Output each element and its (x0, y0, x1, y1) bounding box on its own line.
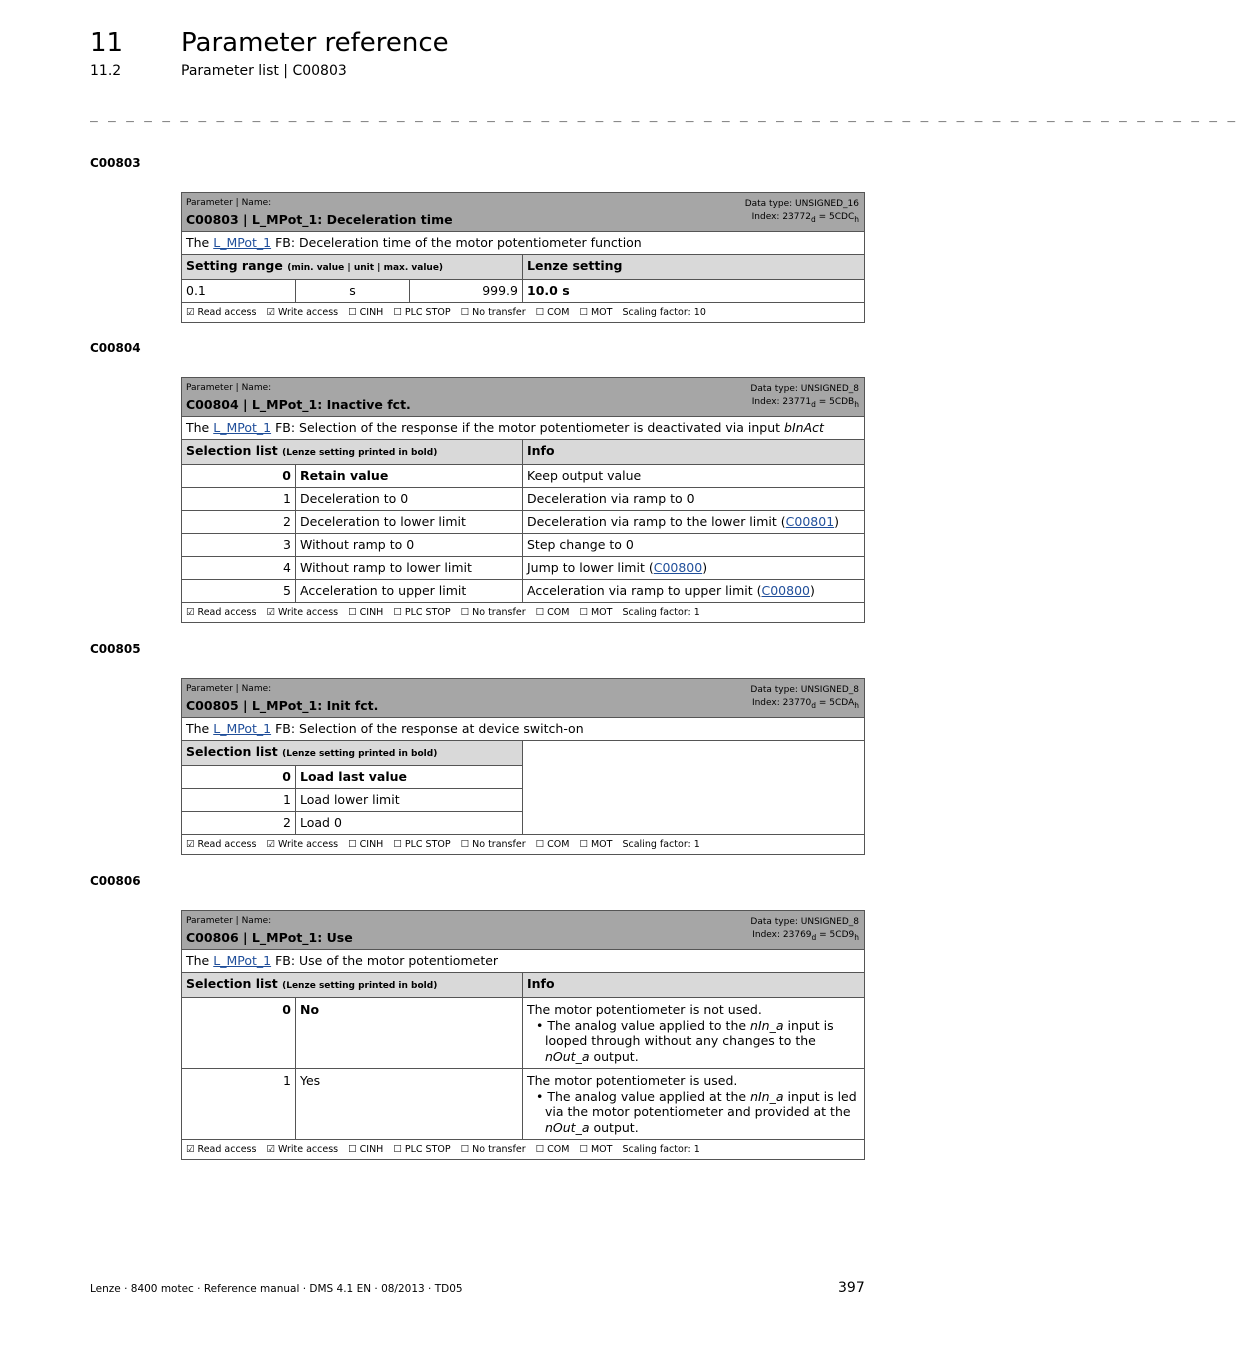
c00800-link[interactable]: C00800 (761, 583, 810, 598)
c00803-datatype: Data type: UNSIGNED_16 (744, 199, 859, 209)
table-row: 1 Load lower limit (182, 789, 865, 812)
c00804-heading: C00804 (90, 341, 141, 355)
c00803-unit: s (296, 280, 410, 303)
c00804-header: Parameter | Name: C00804 | L_MPot_1: Inactive fct. Data type: UNSIGNED_8 Index: $23771_d = 5CDB_h$ (182, 378, 865, 417)
c00803-description: The L_MPot_1 FB: Deceleration time of the motor potentiometer function (182, 232, 865, 255)
l-mpot-1-link[interactable]: L_MPot_1 (213, 235, 272, 250)
selection-list-header: Selection list (Lenze setting printed in bold) (182, 741, 523, 766)
c00804-attributes: ☑ Read access ☑ Write access ☐ CINH ☐ PLC STOP ☐ No transfer ☐ COM ☐ MOT Scaling factor: 1 (182, 603, 865, 623)
c00803-heading: C00803 (90, 156, 141, 170)
c00804-table (181, 377, 865, 623)
c00805-header: Parameter | Name: C00805 | L_MPot_1: Init fct. Data type: UNSIGNED_8 Index: $23770_d = 5CDA_h$ (182, 679, 865, 718)
c00806-name: C00806 | L_MPot_1: Use (186, 930, 353, 945)
l-mpot-1-link[interactable]: L_MPot_1 (213, 420, 272, 435)
empty-info-cell (523, 741, 865, 835)
c00803-lenze-value: 10.0 s (523, 280, 865, 303)
c00803-index: Index: $23772_d = 5CDC_h$ (751, 212, 859, 224)
table-row: 4 Without ramp to lower limit Jump to lower limit (C00800) (182, 557, 865, 580)
c00805-name: C00805 | L_MPot_1: Init fct. (186, 698, 379, 713)
c00806-table (181, 910, 865, 1160)
c00803-max: 999.9 (410, 280, 523, 303)
c00805-attributes: ☑ Read access ☑ Write access ☐ CINH ☐ PLC STOP ☐ No transfer ☐ COM ☐ MOT Scaling factor: 1 (182, 835, 865, 855)
footer-document-info: Lenze · 8400 motec · Reference manual · DMS 4.1 EN · 08/2013 · TD05 (90, 1283, 463, 1295)
info-header: Info (523, 440, 865, 465)
header-divider: _ _ _ _ _ _ _ _ _ _ _ _ _ _ _ _ _ _ _ _ _ _ _ _ _ _ _ _ _ _ _ _ _ _ _ _ _ _ _ _ _ _ _ _ _ _ _ _ _ _ _ _ _ _ _ _ _ _ _ _ _ _ _ _ (90, 108, 1236, 123)
c00806-description: The L_MPot_1 FB: Use of the motor potentiometer (182, 950, 865, 973)
l-mpot-1-link[interactable]: L_MPot_1 (213, 721, 272, 736)
section-title: Parameter list | C00803 (181, 63, 347, 79)
c00805-index: Index: $23770_d = 5CDA_h$ (751, 698, 859, 710)
page-number: 397 (838, 1280, 865, 1296)
setting-range-header: Setting range (min. value | unit | max. value) (182, 255, 523, 280)
table-row: 2 Load 0 (182, 812, 865, 835)
table-row: 1 Yes The motor potentiometer is used. • The analog value applied at the nIn_a input is led via the motor potentiometer and provided at the nOut_a output. (182, 1069, 865, 1140)
c00804-index: Index: $23771_d = 5CDB_h$ (751, 397, 859, 409)
c00803-name: C00803 | L_MPot_1: Deceleration time (186, 212, 453, 227)
chapter-title: Parameter reference (181, 28, 449, 58)
c00803-attributes: ☑ Read access ☑ Write access ☐ CINH ☐ PLC STOP ☐ No transfer ☐ COM ☐ MOT Scaling factor: 10 (182, 303, 865, 323)
c00806-index: Index: $23769_d = 5CD9_h$ (752, 930, 859, 942)
l-mpot-1-link[interactable]: L_MPot_1 (213, 953, 272, 968)
c00801-link[interactable]: C00801 (785, 514, 835, 529)
c00803-table (181, 192, 865, 323)
selection-list-header: Selection list (Lenze setting printed in bold) (182, 973, 523, 998)
c00805-table (181, 678, 865, 855)
c00803-min: 0.1 (182, 280, 296, 303)
c00806-header: Parameter | Name: C00806 | L_MPot_1: Use Data type: UNSIGNED_8 Index: $23769_d = 5CD9_h$ (182, 911, 865, 950)
table-row: 2 Deceleration to lower limit Deceleration via ramp to the lower limit (C00801) (182, 511, 865, 534)
section-number: 11.2 (90, 63, 122, 79)
c00804-description: The L_MPot_1 FB: Selection of the response if the motor potentiometer is deactivated via input bInAct (182, 417, 865, 440)
lenze-setting-header: Lenze setting (523, 255, 865, 280)
selection-list-header: Selection list (Lenze setting printed in bold) (182, 440, 523, 465)
c00805-heading: C00805 (90, 642, 141, 656)
c00803-header (182, 193, 865, 232)
info-header: Info (523, 973, 865, 998)
table-row: 0 Load last value (182, 766, 865, 789)
table-row: 5 Acceleration to upper limit Acceleration via ramp to upper limit (C00800) (182, 580, 865, 603)
table-row: 1 Deceleration to 0 Deceleration via ramp to 0 (182, 488, 865, 511)
c00806-attributes: ☑ Read access ☑ Write access ☐ CINH ☐ PLC STOP ☐ No transfer ☐ COM ☐ MOT Scaling factor: 1 (182, 1140, 865, 1160)
param-name-label: Parameter | Name: (186, 198, 272, 208)
table-row: 0 No The motor potentiometer is not used. • The analog value applied to the nIn_a input is looped through without any changes to the nOut_a output. (182, 998, 865, 1069)
c00800-link[interactable]: C00800 (653, 560, 703, 575)
chapter-number: 11 (90, 28, 124, 58)
c00806-heading: C00806 (90, 874, 141, 888)
table-row: 0 Retain value Keep output value (182, 465, 865, 488)
table-row: 3 Without ramp to 0 Step change to 0 (182, 534, 865, 557)
c00805-description: The L_MPot_1 FB: Selection of the response at device switch-on (182, 718, 865, 741)
c00804-name: C00804 | L_MPot_1: Inactive fct. (186, 397, 411, 412)
